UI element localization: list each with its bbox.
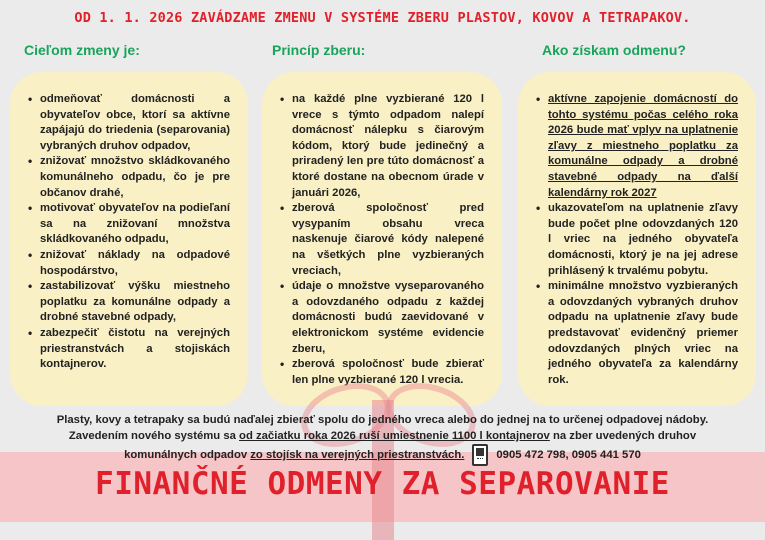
footer-line-2-prefix: Zavedením nového systému sa bbox=[68, 430, 240, 442]
principle-list bbox=[262, 72, 502, 388]
panel-reward bbox=[518, 72, 756, 406]
goals-list bbox=[10, 72, 248, 373]
panel-goals bbox=[10, 72, 248, 406]
phone-icon bbox=[472, 444, 488, 466]
footer-line-1: Plasty, kovy a tetrapaky sa budú naďalej zbierať spolu do jedného vreca alebo do jednej na to určenej odpadovej nádoby. bbox=[56, 414, 709, 426]
list-item: • zastabilizovať výšku miestneho poplatku za komunálne odpady a drobné stavebné odpady, bbox=[40, 279, 230, 326]
page-title: OD 1. 1. 2026 ZAVÁDZAME ZMENU V SYSTÉME ZBERU PLASTOV, KOVOV A TETRAPAKOV. bbox=[74, 10, 691, 26]
column-heading-goals: Cieľom zmeny je: bbox=[24, 42, 140, 58]
list-item: • motivovať obyvateľov na podieľaní sa na znižovaní množstva skládkovaného odpadu, bbox=[40, 201, 230, 248]
list-item: • znižovať náklady na odpadové hospodárstvo, bbox=[40, 248, 230, 279]
list-item: • minimálne množstvo vyzbieraných a odovzdaných vybraných druhov odpadu na uplatnenie zľavy bude predstavovať evidenčný priemer odovzdaných plných vriec na jedného obyvateľa za kalendárny rok. bbox=[548, 279, 738, 388]
footer-line-2-underlined: od začiatku roka 2026 ruší umiestnenie 1100 l kontajnerov bbox=[239, 430, 550, 442]
panel-principle bbox=[262, 72, 502, 406]
list-item: • odmeňovať domácnosti a obyvateľov obce, ktorí sa aktívne zapájajú do triedenia (separovania) vybraných druhov odpadov, bbox=[40, 92, 230, 154]
list-item: • zberová spoločnosť bude zbierať len plne vyzbierané 120 l vrecia. bbox=[292, 357, 484, 388]
footer-line-3-underlined: zo stojísk na verejných priestranstvách. bbox=[250, 449, 465, 461]
list-item: • zabezpečiť čistotu na verejných priestranstvách a stojiskách kontajnerov. bbox=[40, 326, 230, 373]
banner-title: FINANČNÉ ODMENY ZA SEPAROVANIE bbox=[95, 466, 670, 502]
list-item: • na každé plne vyzbierané 120 l vrece s týmto odpadom nalepí domácnosť nálepku s čiarovým kódom, ktorý bude jedinečný a priradený len pre túto domácnosť a ktoré dostane na obecnom úrade v januári 2026, bbox=[292, 92, 484, 201]
footer-line-2 bbox=[0, 428, 765, 444]
list-item: • zberová spoločnosť pred vysypaním obsahu vreca naskenuje čiarové kódy nalepené na všetkých plne vyzbieraných vreciach, bbox=[292, 201, 484, 279]
reward-list bbox=[518, 72, 756, 388]
list-item: • znižovať množstvo skládkovaného komunálneho odpadu, čo je pre občanov drahé, bbox=[40, 154, 230, 201]
column-heading-reward: Ako získam odmenu? bbox=[542, 42, 686, 58]
footer-notice bbox=[0, 412, 765, 466]
footer-line-2-suffix: na zber uvedených druhov bbox=[549, 430, 697, 442]
list-item: • aktívne zapojenie domácností do tohto systému počas celého roka 2026 bude mať vplyv na uplatnenie zľavy z miestneho poplatku za komunálne odpady a drobné stavebné odpady na ďalší kalendárny rok 2027 bbox=[548, 92, 738, 201]
list-item: • ukazovateľom na uplatnenie zľavy bude počet plne odovzdaných 120 l vriec na jedného obyvateľa domácnosti, ktorý je na jej adrese prihlásený k trvalému pobytu. bbox=[548, 201, 738, 279]
list-item: • údaje o množstve vyseparovaného a odovzdaného odpadu z každej domácnosti budú zaevidované v elektronickom systéme evidencie zberu, bbox=[292, 279, 484, 357]
contact-phones: 0905 472 798, 0905 441 570 bbox=[496, 449, 641, 461]
column-heading-principle: Princíp zberu: bbox=[272, 42, 366, 58]
footer-line-3 bbox=[0, 444, 765, 466]
footer-line-3-prefix: komunálnych odpadov bbox=[124, 449, 251, 461]
